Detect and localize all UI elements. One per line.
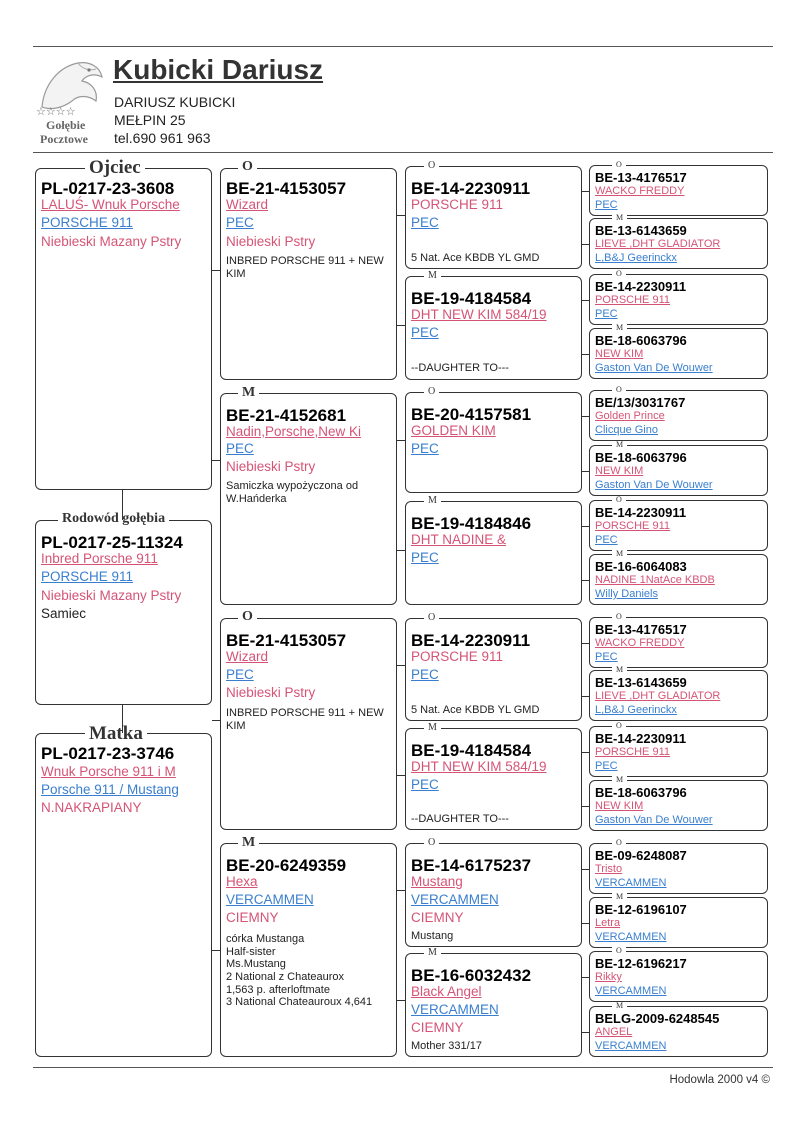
g3-connector-13 [582,923,589,924]
g3-label-10: O [612,722,626,730]
g3-label-6: O [612,496,626,504]
subject-breeder: PORSCHE 911 [41,569,134,584]
ggp-ffm-name: DHT NEW KIM 584/19 [411,307,547,322]
g3-label-2: O [612,270,626,278]
g3-name: ANGEL [595,1026,633,1038]
ggp-mfm-breeder: PEC [411,777,439,792]
ggp-fff-card [405,166,582,269]
g3-ring: BE-14-2230911 [595,505,687,520]
father-breeder: PORSCHE 911 [41,215,134,230]
mf-to-mfm-connector [397,775,405,776]
ggp-ffm-label: M [424,271,441,281]
gp-mf-notes: INBRED PORSCHE 911 + NEW KIM [226,707,384,732]
father-label: Ojciec [85,158,145,177]
g3-ring: BE-12-6196217 [595,956,687,971]
g3-ring: BE-18-6063796 [595,333,687,348]
g3-card-2 [589,274,768,325]
top-rule [33,46,773,47]
g3-breeder: VERCAMMEN [595,877,667,889]
logo-stars: ☆☆☆☆ [36,105,76,118]
g3-name: PORSCHE 911 [595,520,670,532]
ggp-fmm-breeder: PEC [411,550,439,565]
ggp-fmf-label: O [424,387,439,397]
ggp-fmf-name: GOLDEN KIM [411,423,496,438]
g3-connector-14 [582,977,589,978]
g3-card-1 [589,218,768,269]
g3-breeder: VERCAMMEN [595,1040,667,1052]
gp-ff-card [220,168,397,380]
fm-to-fmf-connector [397,440,405,441]
g3-breeder: L,B&J Geerinckx [595,704,677,716]
gp-mf-label: O [238,610,257,624]
g3-connector-2 [582,300,589,301]
mother-color: N.NAKRAPIANY [41,800,142,815]
gp-mf-color: Niebieski Pstry [226,685,316,700]
gp-mf-breeder: PEC [226,667,254,682]
gp-mf-name: Wizard [226,649,269,664]
gp-mm-color: CIEMNY [226,910,279,925]
g3-label-14: O [612,947,626,955]
g3-connector-3 [582,354,589,355]
gp-ff-ring: BE-21-4153057 [226,179,347,198]
gp-fm-breeder: PEC [226,441,254,456]
gp-mm-breeder: VERCAMMEN [226,892,314,907]
owner-phone: tel.690 961 963 [114,130,211,146]
ggp-mmf-ring: BE-14-6175237 [411,856,532,875]
g3-connector-7 [582,580,589,581]
g3-label-8: O [612,613,626,621]
g3-name: PORSCHE 911 [595,746,670,758]
g3-breeder: Gaston Van De Wouwer [595,362,713,374]
g3-connector-12 [582,869,589,870]
g3-ring: BE-18-6063796 [595,450,687,465]
g3-label-11: M [612,776,627,784]
ggp-fmm-ring: BE-19-4184846 [411,514,532,533]
ggp-mff-ring: BE-14-2230911 [411,631,531,650]
mf-to-mff-connector [397,665,405,666]
g3-card-3 [589,328,768,379]
g3-ring: BELG-2009-6248545 [595,1011,720,1026]
ggp-fff-ring: BE-14-2230911 [411,179,531,198]
g3-label-3: M [612,324,627,332]
g3-name: LIEVE ,DHT GLADIATOR [595,238,721,250]
gp-ff-color: Niebieski Pstry [226,234,316,249]
ggp-ffm-ring: BE-19-4184584 [411,289,532,308]
logo-text-1: Gołębie [46,118,86,132]
mother-ring: PL-0217-23-3746 [41,744,175,763]
gp-mm-label: M [238,836,259,850]
owner-title: Kubicki Dariusz [113,54,324,85]
subject-color: Niebieski Mazany Pstry [41,588,182,603]
ggp-mmf-label: O [424,838,439,848]
ggp-mmf-card [405,843,582,947]
ggp-mfm-notes: --DAUGHTER TO--- [411,813,509,825]
g3-connector-10 [582,752,589,753]
father-subject-connector [122,490,123,520]
logo-text-2: Pocztowe [40,132,88,146]
g3-label-1: M [612,214,627,222]
g3-breeder: PEC [595,308,618,320]
ggp-fmm-label: M [424,496,441,506]
gp-ff-notes: INBRED PORSCHE 911 + NEW KIM [226,255,384,280]
g3-breeder: PEC [595,760,618,772]
father-color: Niebieski Mazany Pstry [41,234,182,249]
g3-name: Letra [595,917,621,929]
mother-card [35,733,212,1057]
g3-card-5 [589,445,768,496]
father-name: LALUŚ- Wnuk Porsche [41,197,180,212]
g3-name: Tristo [595,863,623,875]
ggp-mff-notes: 5 Nat. Ace KBDB YL GMD [411,704,540,716]
g3-label-13: M [612,893,627,901]
g3-ring: BE-12-6196107 [595,902,687,917]
g3-ring: BE/13/3031767 [595,395,686,410]
ggp-mfm-label: M [424,723,441,733]
g3-ring: BE-09-6248087 [595,848,687,863]
owner-address: MEŁPIN 25 [114,112,186,128]
g3-label-5: M [612,441,627,449]
subject-mother-connector [122,705,123,733]
ggp-fmf-ring: BE-20-4157581 [411,405,532,424]
g3-ring: BE-14-2230911 [595,279,687,294]
g3-name: WACKO FREDDY [595,637,685,649]
ggp-fff-notes: 5 Nat. Ace KBDB YL GMD [411,252,540,264]
g3-card-6 [589,500,768,551]
g3-ring: BE-16-6064083 [595,559,687,574]
ggp-mmm-name: Black Angel [411,984,482,999]
pedigree-label: Rodowód gołębia [58,512,169,526]
subject-card [35,520,212,705]
ggp-ffm-card [405,276,582,380]
gp-mm-card [220,843,397,1057]
mother-breeder: Porsche 911 / Mustang [41,782,179,797]
g3-connector-11 [582,806,589,807]
g3-name: NEW KIM [595,465,644,477]
g3-ring: BE-13-6143659 [595,223,687,238]
g3-connector-15 [582,1032,589,1033]
g3-name: PORSCHE 911 [595,294,670,306]
ggp-mff-breeder: PEC [411,667,439,682]
logo [34,55,106,147]
g3-card-8 [589,617,768,668]
subject-name: Inbred Porsche 911 [41,551,158,566]
g3-breeder: VERCAMMEN [595,931,667,943]
g3-card-9 [589,670,768,721]
header-rule [33,152,773,153]
ggp-ffm-breeder: PEC [411,325,439,340]
mm-to-mmm-connector [397,1000,405,1001]
ggp-mff-card [405,618,582,721]
g3-breeder: PEC [595,534,618,546]
ggp-fff-label: O [424,161,439,171]
g3-card-0 [589,165,768,216]
g3-ring: BE-13-6143659 [595,675,687,690]
g3-name: NEW KIM [595,348,644,360]
g3-breeder: Clicque Gino [595,424,658,436]
g3-label-12: O [612,839,626,847]
ggp-mff-label: O [424,613,439,623]
g3-connector-6 [582,526,589,527]
ggp-mff-name: PORSCHE 911 [411,649,504,664]
g3-card-13 [589,897,768,948]
gp-ff-breeder: PEC [226,215,254,230]
g3-connector-4 [582,416,589,417]
gp-fm-notes: Samiczka wypożyczona od W.Hańderka [226,480,359,505]
subject-sex: Samiec [41,606,87,621]
g3-breeder: VERCAMMEN [595,985,667,997]
g3-breeder: L,B&J Geerinckx [595,252,677,264]
g3-card-4 [589,390,768,441]
g3-label-0: O [612,161,626,169]
g3-breeder: PEC [595,651,618,663]
owner-name: DARIUSZ KUBICKI [114,94,236,110]
fm-to-fmm-connector [397,550,405,551]
ggp-mfm-ring: BE-19-4184584 [411,741,532,760]
g3-ring: BE-13-4176517 [595,170,687,185]
g3-breeder: PEC [595,199,618,211]
subject-ring: PL-0217-25-11324 [41,533,183,552]
g3-ring: BE-14-2230911 [595,731,687,746]
g3-breeder: Gaston Van De Wouwer [595,814,713,826]
ggp-mmf-breeder: VERCAMMEN [411,892,499,907]
mm-to-mmf-connector [397,890,405,891]
g3-name: NADINE 1NatAce KBDB [595,574,715,586]
g3-name: NEW KIM [595,800,644,812]
father-card [35,168,212,490]
gp-fm-card [220,393,397,605]
ggp-fmf-card [405,392,582,493]
g3-name: Golden Prince [595,410,665,422]
ggp-fmm-card [405,501,582,605]
ggp-mmm-ring: BE-16-6032432 [411,966,532,985]
gp-mf-card [220,618,397,830]
ggp-mmm-card [405,953,582,1057]
g3-label-4: O [612,386,626,394]
footer-rule [33,1067,773,1068]
ggp-fff-breeder: PEC [411,215,439,230]
ggp-fff-name: PORSCHE 911 [411,197,504,212]
g3-breeder: Willy Daniels [595,588,658,600]
gp-fm-ring: BE-21-4152681 [226,406,347,425]
mother-label: Matka [85,724,147,743]
ff-to-ffm-connector [397,325,405,326]
g3-name: WACKO FREDDY [595,185,685,197]
g3-connector-5 [582,471,589,472]
g3-card-14 [589,951,768,1002]
gp-mm-name: Hexa [226,874,258,889]
g3-name: LIEVE ,DHT GLADIATOR [595,690,721,702]
g3-name: Rikky [595,971,622,983]
ff-to-fff-connector [397,215,405,216]
ggp-mmm-breeder: VERCAMMEN [411,1002,499,1017]
g3-label-9: M [612,666,627,674]
g3-connector-1 [582,244,589,245]
g3-label-15: M [612,1002,627,1010]
gp-fm-label: M [238,386,259,400]
g3-card-15 [589,1006,768,1057]
ggp-fmf-breeder: PEC [411,441,439,456]
ggp-mmf-name: Mustang [411,874,463,889]
g3-card-12 [589,843,768,894]
g3-label-7: M [612,550,627,558]
ggp-mmm-color: CIEMNY [411,1020,464,1035]
ggp-mmf-notes: Mustang [411,930,454,942]
gp-fm-name: Nadin,Porsche,New Ki [226,424,362,439]
ggp-mmm-label: M [424,948,441,958]
g3-card-10 [589,726,768,777]
gp-mm-ring: BE-20-6249359 [226,856,347,875]
father-ring: PL-0217-23-3608 [41,179,175,198]
ggp-mfm-card [405,728,582,830]
ggp-mmm-notes: Mother 331/17 [411,1040,482,1052]
ggp-mmf-color: CIEMNY [411,910,464,925]
g3-breeder: Gaston Van De Wouwer [595,479,713,491]
gp-fm-color: Niebieski Pstry [226,459,316,474]
gp-ff-name: Wizard [226,197,269,212]
footer-text: Hodowla 2000 v4 © [669,1074,770,1086]
g3-ring: BE-18-6063796 [595,785,687,800]
gp-mm-notes: córka Mustanga Half-sister Ms.Mustang 2 National z Chateaurox 1,563 p. afterloftmate 3 National Chateauroux 4,641 [226,933,373,1009]
g3-card-11 [589,780,768,831]
ggp-mfm-name: DHT NEW KIM 584/19 [411,759,547,774]
ggp-ffm-notes: --DAUGHTER TO--- [411,362,509,374]
g3-connector-8 [582,643,589,644]
g3-ring: BE-13-4176517 [595,622,687,637]
g3-card-7 [589,554,768,605]
ggp-fmm-name: DHT NADINE & [411,532,507,547]
gp-mf-ring: BE-21-4153057 [226,631,347,650]
g3-connector-0 [582,191,589,192]
gp-ff-label: O [238,160,257,174]
g3-connector-9 [582,696,589,697]
mother-name: Wnuk Porsche 911 i M [41,764,176,779]
